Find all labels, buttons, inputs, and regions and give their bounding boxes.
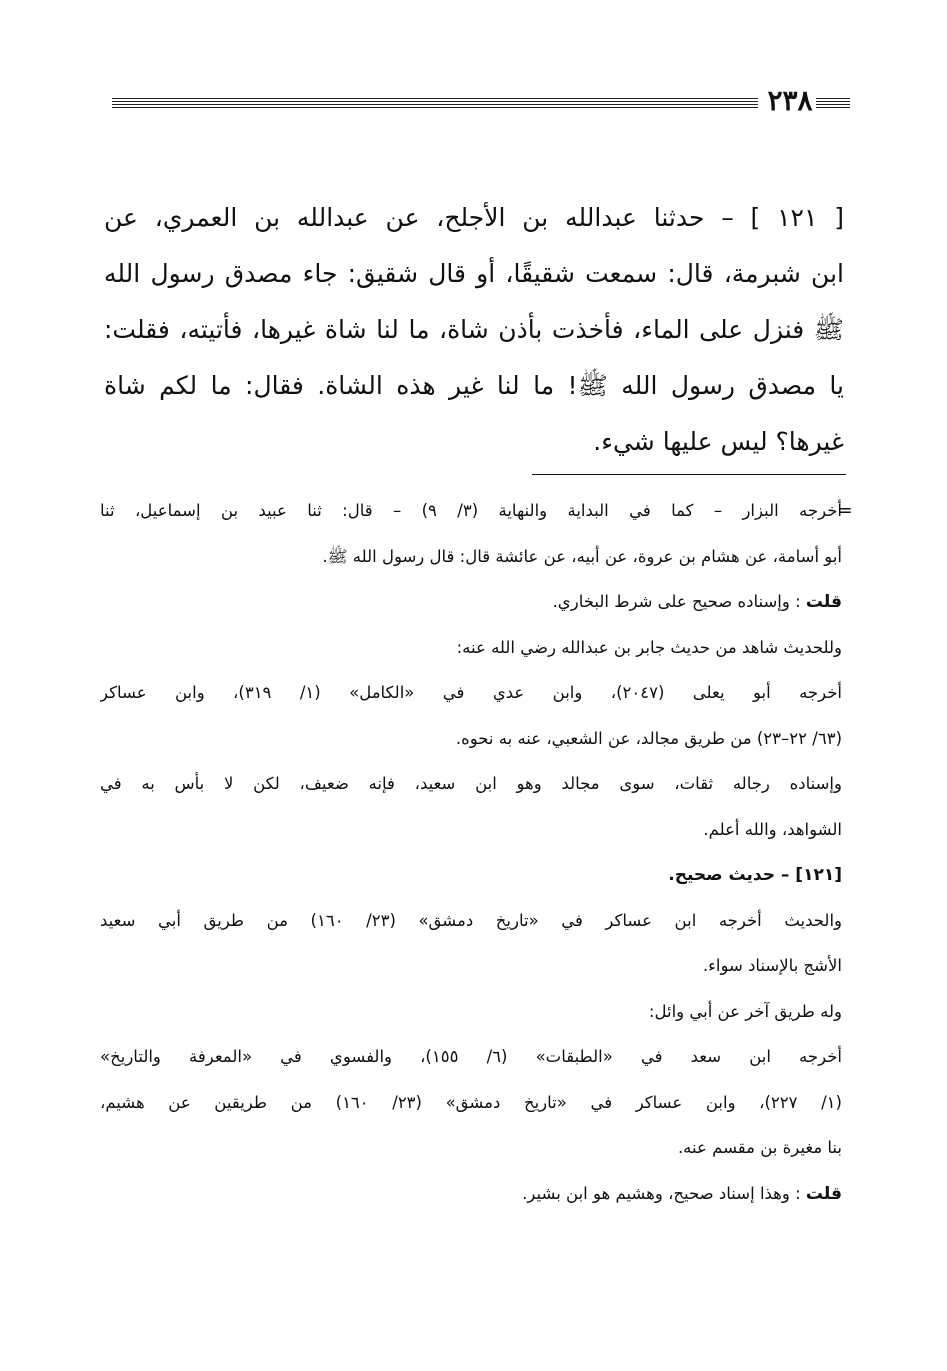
page-header	[112, 84, 850, 118]
continuation-mark: =	[837, 500, 853, 521]
header-rule-right	[816, 98, 850, 110]
footnote-line: أبو أسامة، عن هشام بن عروة، عن أبيه، عن عائشة قال: قال رسول الله ﷺ.	[322, 546, 842, 566]
footnote-line: والحديث أخرجه ابن عساكر في «تاريخ دمشق» (٢٣/ ١٦٠) من طريق أبي سعيد	[100, 910, 842, 930]
footnote-line: الشواهد، والله أعلم.	[703, 819, 842, 839]
hadith-line: ابن شبرمة، قال: سمعت شقيقًا، أو قال شقيق: جاء مصدق رسول الله	[104, 259, 844, 288]
header-rule-left	[112, 98, 758, 110]
footnote-line: الأشج بالإسناد سواء.	[702, 956, 842, 975]
note-label: قلت	[805, 592, 842, 612]
note-text: : وإسناده صحيح على شرط البخاري.	[552, 592, 801, 611]
footnote-line: أخرجه البزار – كما في البداية والنهاية (٣/ ٩) – قال: ثنا عبيد بن إسماعيل، ثنا	[100, 501, 842, 520]
footnote-line: أخرجه أبو يعلى (٢٠٤٧)، وابن عدي في «الكامل» (١/ ٣١٩)، وابن عساكر	[100, 683, 842, 702]
footnote-line: بنا مغيرة بن مقسم عنه.	[677, 1138, 842, 1157]
footnote-line	[100, 579, 842, 625]
footnote-line: وللحديث شاهد من حديث جابر بن عبدالله رضي الله عنه:	[456, 637, 842, 657]
hadith-line: [ ١٢١ ] – حدثنا عبدالله بن الأجلح، عن عبدالله بن العمري، عن	[104, 203, 844, 232]
footnote-line: وإسناده رجاله ثقات، سوى مجالد وهو ابن سعيد، فإنه ضعيف، لكن لا بأس به في	[100, 774, 842, 793]
note-text: : وهذا إسناد صحيح، وهشيم هو ابن بشير.	[522, 1183, 801, 1203]
footnote-line	[100, 1171, 842, 1217]
note-label: قلت	[805, 1183, 842, 1204]
hadith-line: يا مصدق رسول الله ﷺ! ما لنا غير هذه الشاة. فقال: ما لكم شاة	[104, 371, 844, 400]
footnote-line: (١/ ٢٢٧)، وابن عساكر في «تاريخ دمشق» (٢٣/ ١٦٠) من طريقين عن هشيم،	[100, 1092, 842, 1112]
hadith-text	[104, 190, 844, 470]
footnote-line: وله طريق آخر عن أبي وائل:	[648, 1001, 842, 1021]
note-label: [١٢١] – حديث صحيح.	[668, 865, 842, 885]
footnote-divider	[532, 474, 846, 475]
footnote-line: (٦٣/ ٢٢–٢٣) من طريق مجالد، عن الشعبي، عنه به نحوه.	[455, 728, 842, 748]
footnotes	[100, 488, 842, 1216]
hadith-line: ﷺ فنزل على الماء، فأخذت بأذن شاة، ما لنا شاة غيرها، فأتيته، فقلت:	[104, 315, 844, 344]
hadith-line: غيرها؟ ليس عليها شيء.	[593, 427, 844, 456]
page-number: ٢٣٨	[767, 84, 813, 117]
footnote-line	[100, 852, 842, 898]
footnote-line: أخرجه ابن سعد في «الطبقات» (٦/ ١٥٥)، والفسوي في «المعرفة والتاريخ»	[100, 1047, 842, 1066]
